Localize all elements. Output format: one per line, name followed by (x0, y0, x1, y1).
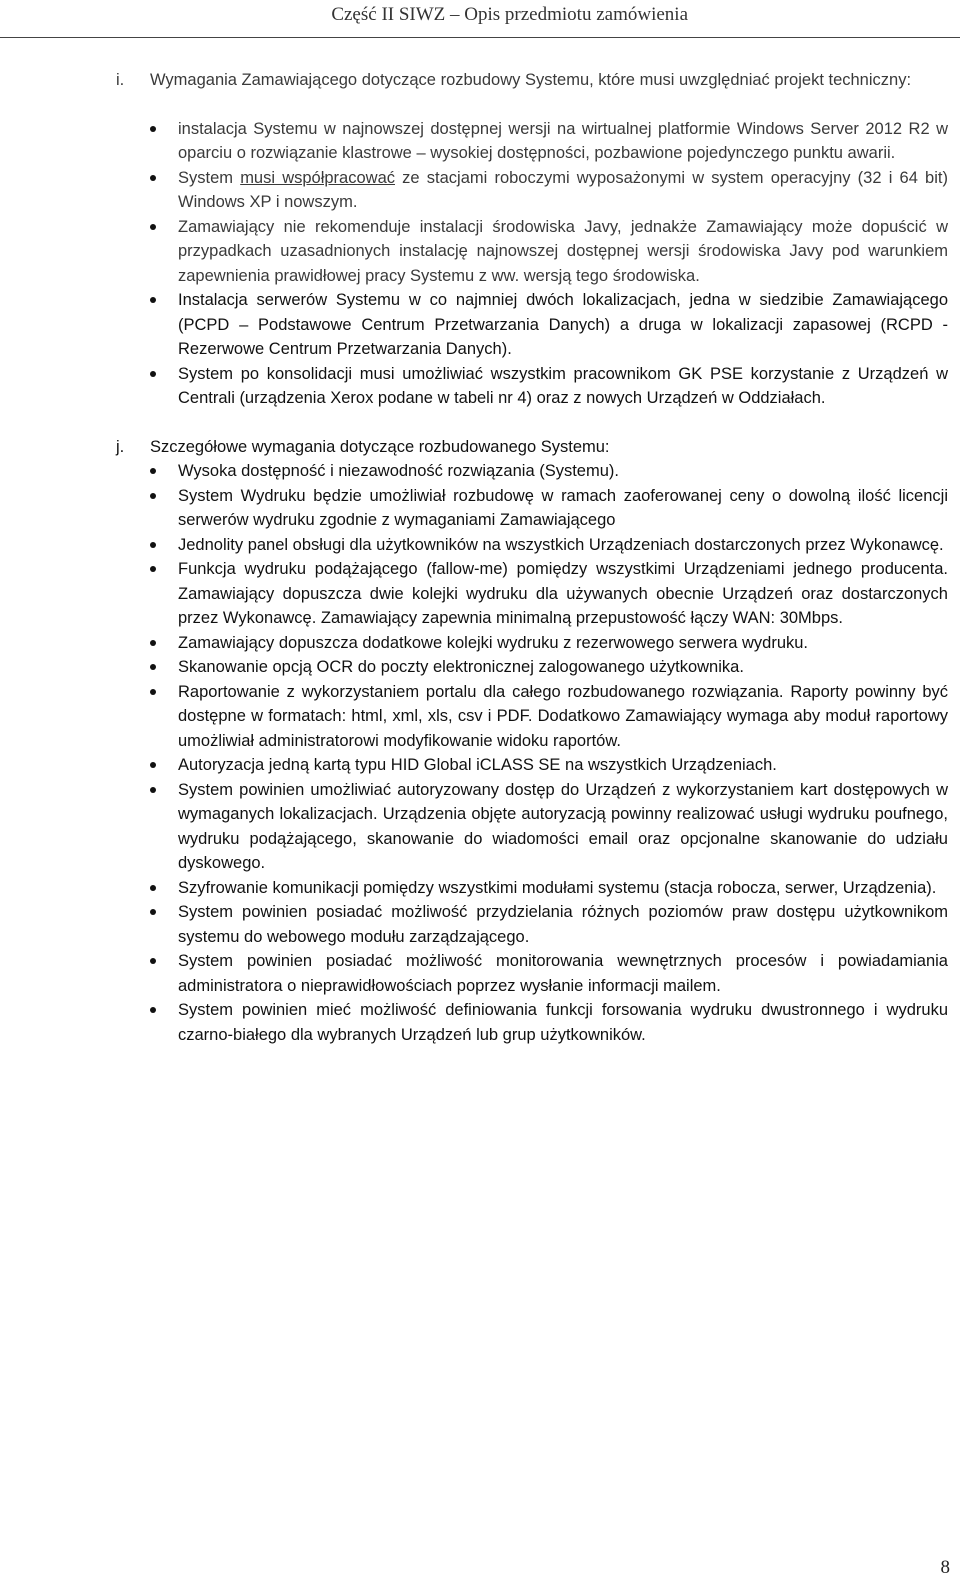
list-item-text: System Wydruku będzie umożliwiał rozbudowę w ramach zaoferowanej ceny o dowolną ilość licencji serwerów wydruku zgodnie z wymaganiami Zamawiającego (178, 486, 948, 529)
list-item-text-post: ze stacjami roboczymi wyposażonymi w system operacyjny (32 i 64 bit) Windows XP i nowszym. (178, 168, 948, 211)
list-item (150, 215, 948, 289)
section-j-heading: Szczegółowe wymagania dotyczące rozbudowanego Systemu: (150, 437, 610, 456)
list-item (150, 631, 948, 656)
bullet-icon (150, 762, 156, 768)
list-item (150, 680, 948, 754)
page-number: 8 (940, 1557, 950, 1578)
list-item (150, 557, 948, 631)
bullet-icon (150, 640, 156, 646)
list-item-text: Zamawiający dopuszcza dodatkowe kolejki wydruku z rezerwowego serwera wydruku. (178, 633, 809, 652)
list-item-text: System powinien mieć możliwość definiowania funkcji forsowania wydruku dwustronnego i wydruku czarno-białego dla wybranych Urządzeń lub grup użytkowników. (178, 1001, 948, 1044)
bullet-icon (150, 175, 156, 181)
bullet-icon (150, 566, 156, 572)
list-item-text: System powinien posiadać możliwość monitorowania wewnętrznych procesów i powiadamiania administratora o nieprawidłowościach poprzez wysłanie informacji mailem. (178, 952, 948, 995)
list-item (150, 998, 948, 1047)
section-j (0, 435, 960, 1048)
page-header (0, 0, 960, 38)
bullet-icon (150, 224, 156, 230)
list-item-underlined: musi współpracować (240, 168, 395, 187)
bullet-icon (150, 664, 156, 670)
document-body (0, 68, 960, 1047)
bullet-icon (150, 468, 156, 474)
section-i-letter: i. (116, 71, 125, 89)
list-item-text: Raportowanie z wykorzystaniem portalu dla całego rozbudowanego rozwiązania. Raporty powinny być dostępne w formatach: html, xml, xls, csv i PDF. Dodatkowo Zamawiający wymaga aby moduł raportowy umożliwiał administratorowi modyfikowanie widoku raportów. (178, 682, 948, 750)
bullet-icon (150, 371, 156, 377)
bullet-icon (150, 787, 156, 793)
list-item-text: Skanowanie opcją OCR do poczty elektronicznej zalogowanego użytkownika. (178, 658, 744, 676)
section-i (0, 68, 960, 411)
list-item-text: Instalacja serwerów Systemu w co najmniej dwóch lokalizacjach, jedna w siedzibie Zamawiającego (PCPD – Podstawowe Centrum Przetwarzania Danych) a druga w lokalizacji zapasowej (RCPD - Rezerwowe Centrum Przetwarzania Danych). (178, 291, 948, 358)
list-item-text: instalacja Systemu w najnowszej dostępnej wersji na wirtualnej platformie Windows Server 2012 R2 w oparciu o rozwiązanie klastrowe – wysokiej dostępności, pozbawione pojedynczego punktu awarii. (178, 119, 948, 162)
list-item-text: Funkcja wydruku podążającego (fallow-me) pomiędzy wszystkimi Urządzeniami jednego producenta. Zamawiający dopuszcza dwie kolejki wydruku dla używanych obecnie Urządzeń oraz dostarczonych przez Wykonawcę. Zamawiający zapewnia minimalną przepustowość łączy WAN: 30Mbps. (178, 560, 948, 627)
list-item (150, 117, 948, 166)
bullet-icon (150, 126, 156, 132)
list-item (150, 484, 948, 533)
header-rule (0, 37, 960, 38)
list-item-text: Jednolity panel obsługi dla użytkowników na wszystkich Urządzeniach dostarczonych przez Wykonawcę. (178, 535, 944, 554)
bullet-icon (150, 297, 156, 303)
bullet-icon (150, 909, 156, 915)
list-item (150, 459, 948, 484)
list-item-text: System powinien umożliwiać autoryzowany dostęp do Urządzeń z wykorzystaniem kart dostępowych w wymaganych lokalizacjach. Urządzenia objęte autoryzacją powinny realizować usługi wydruku poufnego, wydruku podążającego, skanowanie do wiadomości email oraz opcjonalne skanowanie do udziału dyskowego. (178, 780, 948, 872)
list-item (150, 288, 948, 362)
list-item (150, 533, 948, 558)
bullet-icon (150, 958, 156, 964)
list-item-text: Autoryzacja jedną kartą typu HID Global iCLASS SE na wszystkich Urządzeniach. (178, 756, 777, 774)
section-j-list (150, 459, 948, 1047)
header-title: Część II SIWZ – Opis przedmiotu zamówienia (331, 4, 688, 25)
list-item (150, 166, 948, 215)
bullet-icon (150, 493, 156, 499)
list-item-text: Zamawiający nie rekomenduje instalacji środowiska Javy, jednakże Zamawiający może dopuścić w przypadkach uzasadnionych instalację najnowszej dostępnej wersji środowiska Javy pod warunkiem zapewnienia prawidłowej pracy Systemu z ww. wersją tego środowiska. (178, 217, 948, 285)
list-item (150, 753, 948, 778)
list-item-text: System powinien posiadać możliwość przydzielania różnych poziomów praw dostępu użytkownikom systemu do webowego modułu zarządzającego. (178, 903, 948, 946)
list-item-text: System po konsolidacji musi umożliwiać wszystkim pracownikom GK PSE korzystanie z Urządzeń w Centrali (urządzenia Xerox podane w tabeli nr 4) oraz z nowych Urządzeń w Oddziałach. (178, 364, 948, 407)
section-i-list (150, 117, 948, 411)
list-item-text: Wysoka dostępność i niezawodność rozwiązania (Systemu). (178, 462, 619, 480)
list-item-text: Szyfrowanie komunikacji pomiędzy wszystkimi modułami systemu (stacja robocza, serwer, Urządzenia). (178, 878, 937, 897)
section-i-heading: Wymagania Zamawiającego dotyczące rozbudowy Systemu, które musi uwzględniać projekt techniczny: (150, 71, 912, 89)
list-item-text-pre: System (178, 168, 241, 187)
section-j-letter: j. (116, 437, 125, 456)
bullet-icon (150, 1007, 156, 1013)
bullet-icon (150, 542, 156, 548)
list-item (150, 655, 948, 680)
list-item (150, 362, 948, 411)
bullet-icon (150, 689, 156, 695)
list-item (150, 900, 948, 949)
bullet-icon (150, 885, 156, 891)
list-item (150, 876, 948, 901)
list-item (150, 949, 948, 998)
list-item (150, 778, 948, 876)
